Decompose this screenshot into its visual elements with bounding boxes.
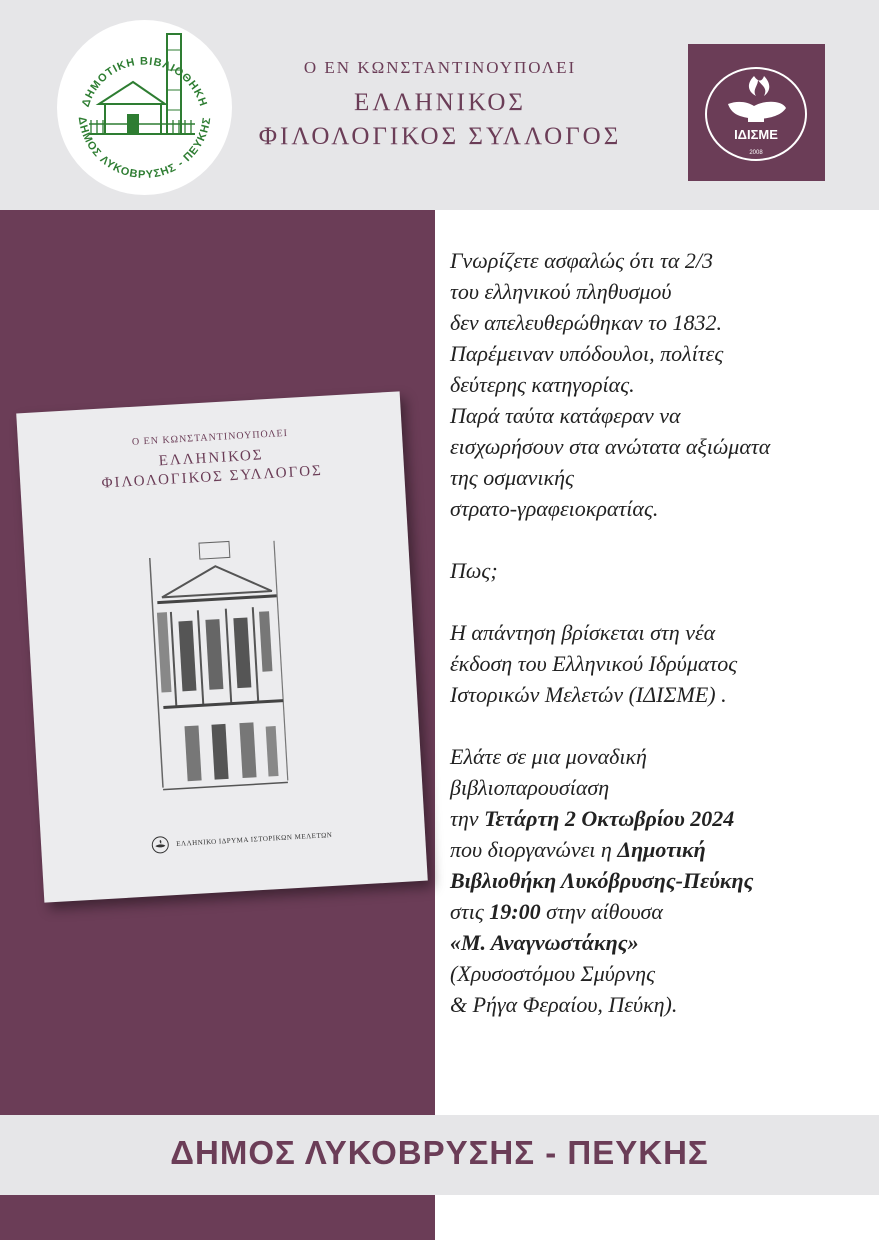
idisme-logo: [688, 44, 825, 181]
venue-hall: «Μ. Αναγνωστάκης»: [450, 930, 639, 955]
publisher-emblem-icon: [151, 835, 170, 854]
venue-address-line-1: (Χρυσοστόμου Σμύρνης: [450, 961, 656, 986]
intro-line-1: Γνωρίζετε ασφαλώς ότι τα 2/3: [450, 248, 714, 273]
question-line: Πως;: [450, 558, 498, 583]
book-title-line1: ΕΛΛΗΝΙΚΟΣ: [158, 447, 264, 470]
idisme-logo-name: ΙΔΙΣΜΕ: [734, 127, 778, 142]
answer-line-2: έκδοση του Ελληνικού Ιδρύματος: [450, 651, 738, 676]
invite-line-5: [450, 865, 870, 896]
book-title: [18, 421, 405, 498]
svg-text:ΔΗΜΟΤΙΚΗ ΒΙΒΛΙΟΘΗΚΗ: [80, 56, 209, 109]
invite-line-6-post: στην αίθουσα: [540, 899, 663, 924]
logo-ring-bottom-text: ΔΗΜΟΣ ΛΥΚΟΒΡΥΣΗΣ - ΠΕΥΚΗΣ: [75, 115, 214, 181]
invite-line-3: [450, 803, 870, 834]
organization-name-line2: ΦΙΛΟΛΟΓΙΚΟΣ ΣΥΛΛΟΓΟΣ: [258, 123, 622, 150]
header: [0, 0, 879, 210]
organization-title: [240, 58, 640, 154]
event-date: Τετάρτη 2 Οκτωβρίου 2024: [484, 806, 735, 831]
answer-line-1: Η απάντηση βρίσκεται στη νέα: [450, 620, 716, 645]
book-publisher: ΕΛΛΗΝΙΚΟ ΙΔΡΥΜΑ ΙΣΤΟΡΙΚΩΝ ΜΕΛΕΤΩΝ: [176, 830, 333, 848]
invite-line-2: βιβλιοπαρουσίαση: [450, 775, 610, 800]
invite-line-3-pre: την: [450, 806, 485, 831]
building-sketch-illustration: [138, 521, 293, 799]
idisme-logo-year: 2008: [749, 150, 763, 156]
organization-subtitle: Ο ΕΝ ΚΩΝΣΤΑΝΤΙΝΟΥΠΟΛΕΙ: [303, 58, 577, 77]
svg-text:ΔΗΜΟΣ ΛΥΚΟΒΡΥΣΗΣ - ΠΕΥΚΗΣ: [76, 116, 214, 181]
book-title-line2: ΦΙΛΟΛΟΓΙΚΟΣ ΣΥΛΛΟΓΟΣ: [101, 462, 324, 492]
venue-address-line-2: & Ρήγα Φεραίου, Πεύκη).: [450, 992, 678, 1017]
intro-line-4: Παρέμειναν υπόδουλοι, πολίτες: [450, 341, 724, 366]
intro-line-8: της οσμανικής: [450, 465, 574, 490]
book-cover: [16, 391, 428, 902]
organizer-part-2: Βιβλιοθήκη Λυκόβρυσης-Πεύκης: [450, 868, 754, 893]
invite-line-1: Ελάτε σε μια μοναδική: [450, 744, 647, 769]
intro-line-6: Παρά ταύτα κατάφεραν να: [450, 403, 681, 428]
intro-line-7: εισχωρήσουν στα ανώτατα αξιώματα: [450, 434, 771, 459]
announcement-text: [450, 245, 870, 1020]
intro-line-3: δεν απελευθερώθηκαν το 1832.: [450, 310, 723, 335]
invite-line-4: [450, 834, 870, 865]
organizer-part-1: Δημοτική: [617, 837, 706, 862]
intro-line-2: του ελληνικού πληθυσμού: [450, 279, 672, 304]
invite-line-6: [450, 896, 870, 927]
invite-line-4-pre: που διοργανώνει η: [450, 837, 618, 862]
logo-ring-top-text: ΔΗΜΟΤΙΚΗ ΒΙΒΛΙΟΘΗΚΗ: [79, 55, 210, 109]
invite-line-7: [450, 927, 870, 958]
invite-line-6-pre: στις: [450, 899, 490, 924]
book-title-small: Ο ΕΝ ΚΩΝΣΤΑΝΤΙΝΟΥΠΟΛΕΙ: [131, 427, 289, 448]
answer-line-3: Ιστορικών Μελετών (ΙΔΙΣΜΕ) .: [450, 682, 727, 707]
oil-lamp-icon: [688, 44, 825, 181]
organization-name-line1: ΕΛΛΗΝΙΚΟΣ: [354, 89, 526, 116]
library-building-icon: [57, 20, 232, 195]
library-logo: [57, 20, 232, 195]
intro-line-5: δεύτερης κατηγορίας.: [450, 372, 635, 397]
intro-line-9: στρατο-γραφειοκρατίας.: [450, 496, 659, 521]
event-time: 19:00: [489, 899, 541, 924]
footer-municipality: ΔΗΜΟΣ ΛΥΚΟΒΡΥΣΗΣ - ΠΕΥΚΗΣ: [170, 1134, 709, 1171]
